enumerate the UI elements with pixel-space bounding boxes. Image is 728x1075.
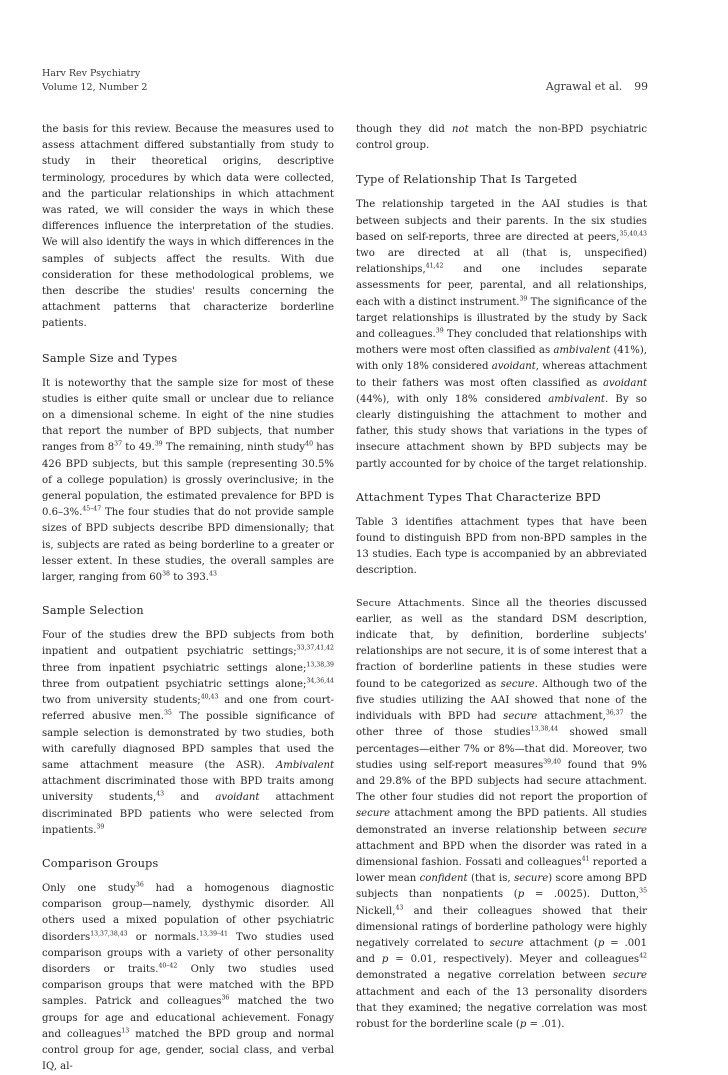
continuation-paragraph: though they did not match the non-BPD psychiatric control group. xyxy=(356,124,647,152)
citation: 39,40 xyxy=(543,758,561,766)
citation: 35 xyxy=(639,887,648,895)
journal-title: Harv Rev Psychiatry xyxy=(42,68,141,79)
page-number: 99 xyxy=(634,80,648,93)
citation: 13,38,44 xyxy=(530,725,559,733)
authors: Agrawal et al. xyxy=(545,80,623,93)
right-column xyxy=(356,122,647,1033)
citation: 40 xyxy=(305,441,314,449)
citation: 40–42 xyxy=(158,962,178,970)
citation: 41 xyxy=(581,855,590,863)
citation: 34,36,44 xyxy=(306,677,334,685)
citation: 36,37 xyxy=(605,709,624,717)
citation: 39 xyxy=(435,327,444,335)
heading-relationship-type: Type of Relationship That Is Targeted xyxy=(356,173,578,187)
citation: 38 xyxy=(162,570,170,578)
left-column xyxy=(42,122,334,1075)
running-header xyxy=(42,67,147,95)
citation: 43 xyxy=(395,904,404,912)
heading-sample-size: Sample Size and Types xyxy=(42,351,178,365)
secure-attachments-paragraph: Secure Attachments. Since all the theories discussed earlier, as well as the standard DSM description, indicate that, by definition, borderline subjects' relationships are not secure, it is of some interest that a fraction of borderline patients in these studies were found to be categorized as secure. Although two of the five studies utilizing the AAI showed that none of the individuals with BPD had secure attachment,$^{36,37}$ the other three of those studies$^{13,38,44}$ showed small percentages—either 7% or 8%—that did. Moreover, two studies using self-report measures$^{39,40}$ found that 9% and 29.8% of the BPD subjects had secure attachment. The other four studies did not report the proportion of secure attachment among the BPD patients. All studies demonstrated an inverse relationship between secure attachment and BPD when the disorder was rated in a dimensional fashion. Fossati and colleagues$^{41}$ reported a lower mean confident (that is, secure) score among BPD subjects than nonpatients (p = .0025). Dutton,$^{35}$ Nickell,$^{43}$ and their colleagues showed that their dimensional ratings of borderline pathology were highly negatively correlated to secure attachment (p = .001 and p = 0.01, respectively). Meyer and colleagues$^{42}$ demonstrated a negative correlation between secure attachment and each of the 13 personality disorders that they examined; the negative correlation was most robust for the borderline scale (p = .01). xyxy=(356,597,648,1030)
citation: 42 xyxy=(639,952,647,960)
intro-paragraph: the basis for this review. Because the measures used to assess attachment differed substantially from study to study in their theoretical origins, descriptive terminology, procedures by which data were collected, and the particular relationships in which attachment was rated, we will consider the ways in which these differences influence the interpretation of the studies. We will also identify the ways in which differences in the samples of subjects affect the results. With due consideration for these methodological problems, we then describe the studies' results concerning the attachment patterns that characterize borderline patients. xyxy=(42,124,334,330)
citation: 13 xyxy=(121,1027,130,1035)
citation: 13,37,38,43 xyxy=(90,930,128,938)
sample-selection-paragraph: Four of the studies drew the BPD subjects from both inpatient and outpatient psychiatric settings;$^{33,37,41,42}$ three from inpatient psychiatric settings alone;$^{13,38,39}$ three from outpatient psychiatric settings alone;$^{34,36,44}$ two from university students;$^{40,43}$ and one from court-referred abusive men.$^{35}$ The possible significance of sample selection is demonstrated by two studies, both with carefully diagnosed BPD samples that used the same attachment measure (the ASR). Ambivalent attachment discriminated those with BPD traits among university students,$^{43}$ and avoidant attachment discriminated BPD patients who were selected from inpatients.$^{39}$ xyxy=(42,630,334,836)
citation: 36 xyxy=(135,881,144,889)
citation: 36 xyxy=(221,994,230,1002)
heading-sample-selection: Sample Selection xyxy=(42,604,144,618)
citation: 43 xyxy=(209,570,217,578)
citation: 40,43 xyxy=(200,693,219,701)
attachment-types-paragraph: Table 3 identifies attachment types that have been found to distinguish BPD from non-BPD samples in the 13 studies. Each type is accompanied by an abbreviated description. xyxy=(356,516,647,577)
citation: 33,37,41,42 xyxy=(296,645,334,653)
citation: 35,40,43 xyxy=(619,230,647,238)
citation: 37 xyxy=(114,441,123,449)
citation: 39 xyxy=(154,441,163,449)
sample-size-paragraph: It is noteworthy that the sample size for most of these studies is either quite small or unclear due to reliance on a dimensional scheme. In eight of the nine studies that report the number of BPD subjects, that number ranges from $8^{37}$ to 49.39 The remaining, ninth study$^{40}$ has 426 BPD subjects, but this sample (representing 30.5% of a college population) is grossly overinclusive; in the general population, the estimated prevalence for BPD is 0.6–3%.$^{45-47}$ The four studies that do not provide sample sizes of BPD subjects describe BPD dimensionally; that is, subjects are rated as being borderline to a greater or lesser extent. In these studies, the overall samples are larger, ranging from $60^{38}$ to 393.43 xyxy=(42,377,334,584)
citation: 13,39–41 xyxy=(199,930,228,938)
heading-comparison-groups: Comparison Groups xyxy=(42,856,159,870)
heading-attachment-types: Attachment Types That Characterize BPD xyxy=(356,490,601,504)
citation: 13,38,39 xyxy=(306,661,334,669)
citation: 39 xyxy=(519,295,528,303)
volume-info: Volume 12, Number 2 xyxy=(42,82,148,93)
relationship-paragraph: The relationship targeted in the AAI studies is that between subjects and their parents. In the six studies based on self-reports, three are directed at peers,$^{35,40,43}$ two are directed at all (that is, unspecified) relationships,$^{41,42}$ and one includes separate assessments for peer, parental, and all relationships, each with a distinct instrument.$^{39}$ The significance of the target relationships is illustrated by the study by Sack and colleagues.$^{39}$ They concluded that relationships with mothers were most often classified as ambivalent (41%), with only 18% considered avoidant, whereas attachment to their fathers was most often classified as avoidant (44%), with only 18% considered ambivalent. By so clearly distinguishing the attachment to mother and father, this study shows that variations in the types of insecure attachment shown by BPD subjects may be partly accounted for by choice of the target relationship. xyxy=(356,199,647,470)
citation: 45–47 xyxy=(82,505,102,513)
citation: 43 xyxy=(156,790,165,798)
citation: 39 xyxy=(96,823,105,831)
citation: 41,42 xyxy=(425,262,444,270)
comparison-groups-paragraph: Only one study$^{36}$ had a homogenous diagnostic comparison group—namely, dysthymic disorder. All others used a mixed population of other psychiatric disorders$^{13,37,38,43}$ or normals.$^{13,39-41}$ Two studies used comparison groups with a variety of other personality disorders or traits.$^{40-42}$ Only two studies used comparison groups that were matched with the BPD samples. Patrick and colleagues$^{36}$ matched the two groups for age and educational achievement. Fonagy and colleagues$^{13}$ matched the BPD group and normal control group for age, gender, social class, and verbal IQ, al- xyxy=(42,881,334,1073)
citation: 35 xyxy=(164,709,172,717)
header-right xyxy=(546,80,648,93)
runin-heading: Secure Attachments. xyxy=(356,597,465,609)
